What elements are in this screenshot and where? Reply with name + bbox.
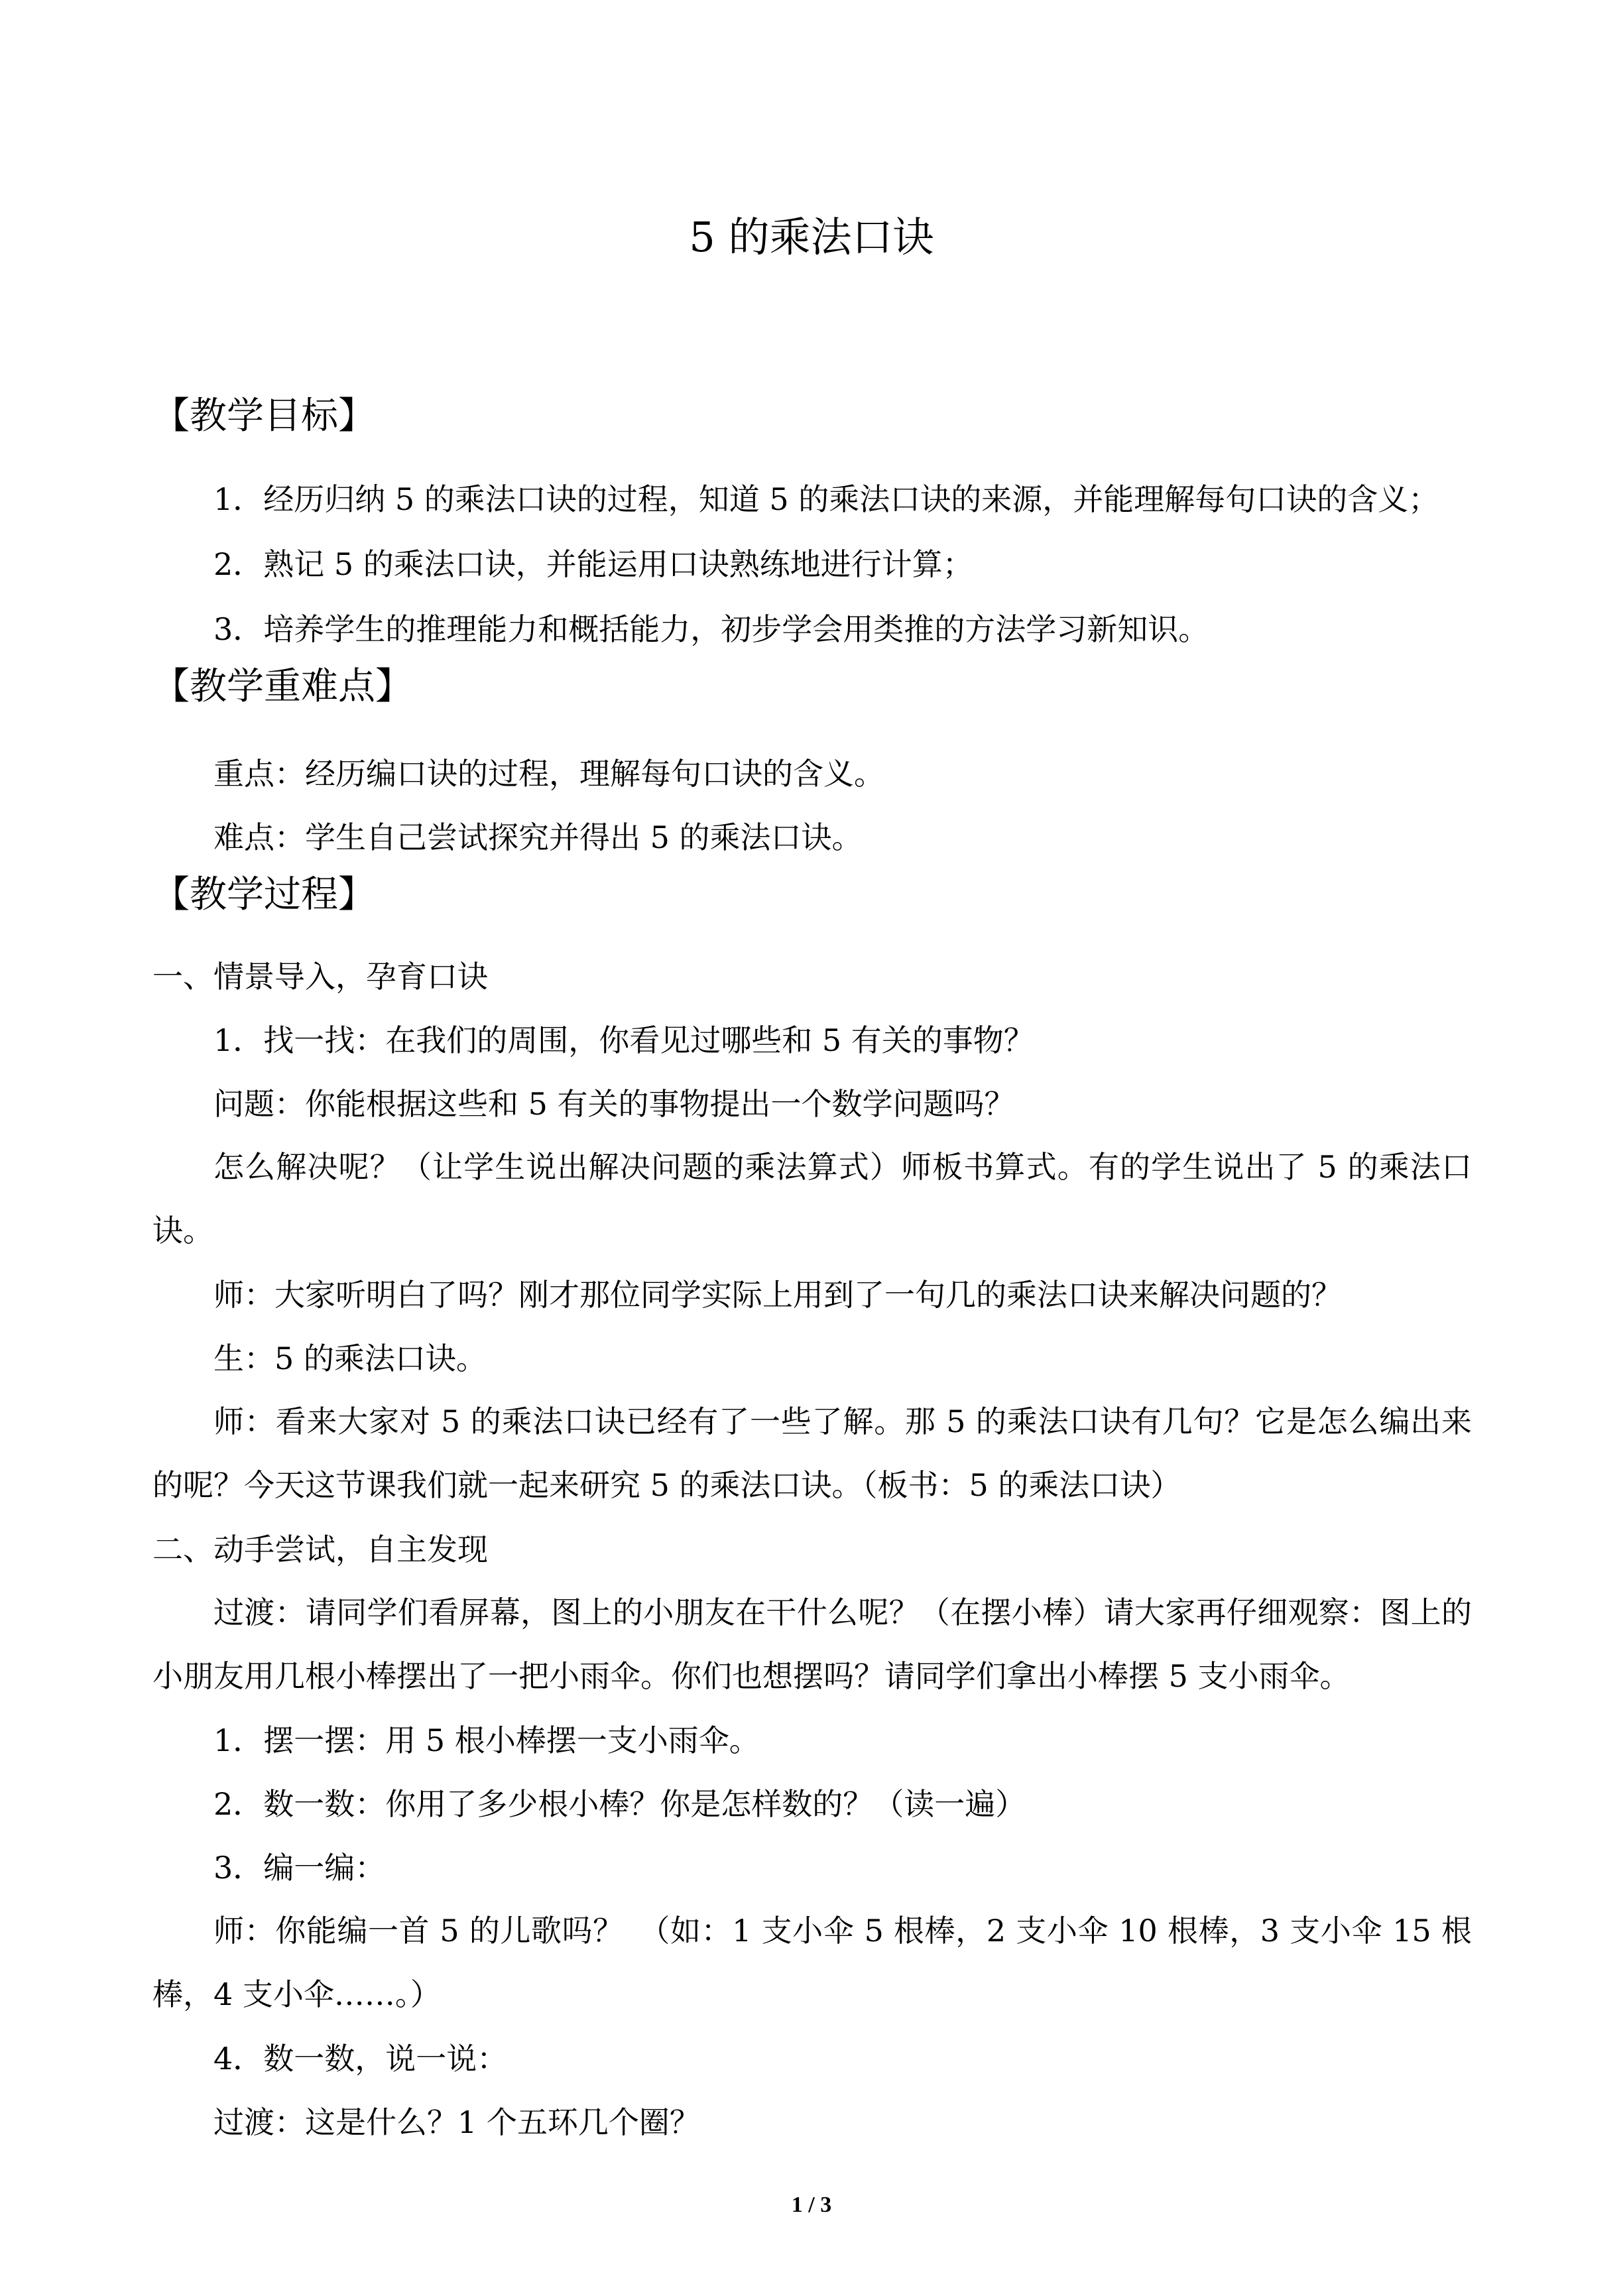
part2-line-1: 过渡：请同学们看屏幕，图上的小朋友在干什么呢？（在摆小棒）请大家再仔细观察：图上的小朋友用几根小棒摆出了一把小雨伞。你们也想摆吗？请同学们拿出小棒摆 5 支小雨伞。 <box>152 1595 1472 1694</box>
key-point-item: 重点：经历编口诀的过程，理解每句口诀的含义。 <box>213 756 884 792</box>
part1-line-5: 生：5 的乘法口诀。 <box>213 1341 487 1376</box>
page-number: 1 / 3 <box>791 2193 832 2217</box>
part2-line-4: 3．编一编： <box>213 1850 386 1886</box>
part1-line-2: 问题：你能根据这些和 5 有关的事物提出一个数学问题吗？ <box>213 1086 1015 1122</box>
part1-heading: 一、情景导入，孕育口诀 <box>152 959 488 995</box>
process-heading: 【教学过程】 <box>152 873 375 916</box>
difficult-point-item: 难点：学生自己尝试探究并得出 5 的乘法口诀。 <box>213 819 863 855</box>
part1-line-3: 怎么解决呢？（让学生说出解决问题的乘法算式）师板书算式。有的学生说出了 5 的乘法口诀。 <box>152 1149 1472 1248</box>
part1-line-6: 师：看来大家对 5 的乘法口诀已经有了一些了解。那 5 的乘法口诀有几句？它是怎么编出来的呢？今天这节课我们就一起来研究 5 的乘法口诀。（板书：5 的乘法口诀） <box>152 1404 1472 1503</box>
key-points-heading: 【教学重难点】 <box>152 665 412 708</box>
objectives-heading: 【教学目标】 <box>152 394 375 438</box>
objective-item-1: 1．经历归纳 5 的乘法口诀的过程，知道 5 的乘法口诀的来源，并能理解每句口诀的含义； <box>213 481 1439 517</box>
part2-line-6: 4．数一数，说一说： <box>213 2041 508 2077</box>
part1-line-4: 师：大家听明白了吗？刚才那位同学实际上用到了一句几的乘法口诀来解决问题的？ <box>213 1277 1342 1313</box>
part2-line-3: 2．数一数：你用了多少根小棒？你是怎样数的？（读一遍） <box>213 1786 1026 1822</box>
part2-heading: 二、动手尝试，自主发现 <box>152 1532 488 1567</box>
page-title: 5 的乘法口诀 <box>689 213 934 261</box>
part2-line-7: 过渡：这是什么？1 个五环几个圈？ <box>213 2104 700 2140</box>
objective-item-3: 3．培养学生的推理能力和概括能力，初步学会用类推的方法学习新知识。 <box>213 611 1209 647</box>
part2-line-5: 师：你能编一首 5 的儿歌吗？ （如：1 支小伞 5 根棒，2 支小伞 10 根棒，3 支小伞 15 根棒，4 支小伞……。） <box>152 1913 1472 2012</box>
part2-line-2: 1．摆一摆：用 5 根小棒摆一支小雨伞。 <box>213 1722 760 1758</box>
objective-item-2: 2．熟记 5 的乘法口诀，并能运用口诀熟练地进行计算； <box>213 546 973 582</box>
part1-line-1: 1．找一找：在我们的周围，你看见过哪些和 5 有关的事物？ <box>213 1022 1034 1058</box>
